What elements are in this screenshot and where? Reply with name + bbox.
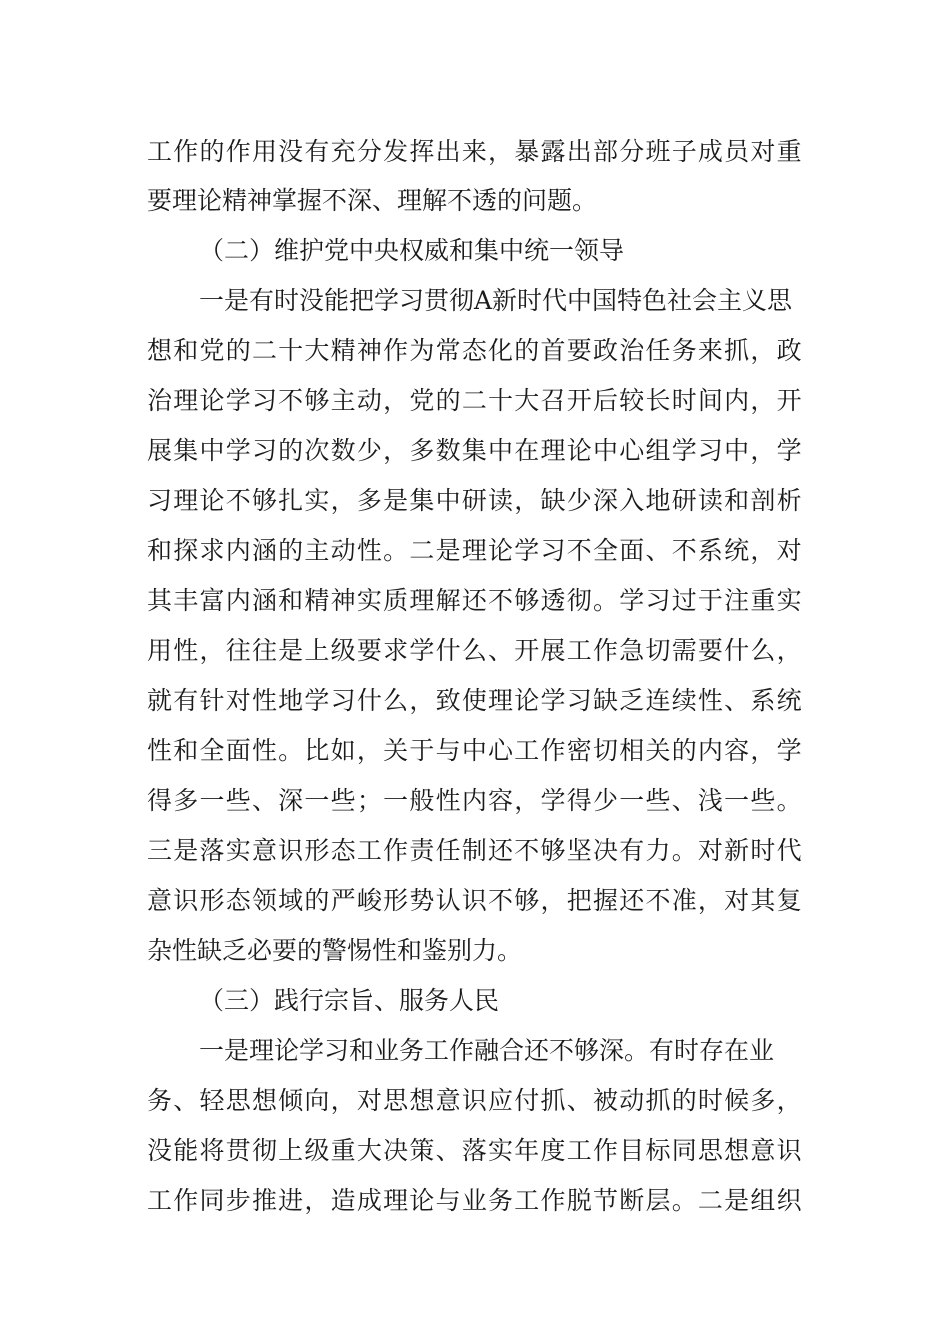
text-line: 就 有 针 对 性 地 学 习 什 么 ， 致 使 理 论 学 习 缺 乏 连 续 性 、 系 统 xyxy=(147,686,802,715)
text-line: 想 和 党 的 二 十 大 精 神 作 为 常 态 化 的 首 要 政 治 任 务 来 抓 ， 政 xyxy=(147,336,802,365)
text-line: 三 是 落 实 意 识 形 态 工 作 责 任 制 还 不 够 坚 决 有 力 。 对 新 时 代 xyxy=(147,836,802,865)
text-line: 性 和 全 面 性 。 比 如 ， 关 于 与 中 心 工 作 密 切 相 关 的 内 容 ， 学 xyxy=(147,736,802,765)
text-line: 务 、 轻 思 想 倾 向 ， 对 思 想 意 识 应 付 抓 、 被 动 抓 的 时 候 多 ， xyxy=(147,1086,802,1115)
text-line: 其 丰 富 内 涵 和 精 神 实 质 理 解 还 不 够 透 彻 。 学 习 过 于 注 重 实 xyxy=(147,586,802,615)
text-line: 工 作 同 步 推 进 ， 造 成 理 论 与 业 务 工 作 脱 节 断 层 。 二 是 组 织 xyxy=(147,1186,802,1215)
text-line: 和 探 求 内 涵 的 主 动 性 。 二 是 理 论 学 习 不 全 面 、 不 系 统 ， 对 xyxy=(147,536,802,565)
text-line: 用 性 ， 往 往 是 上 级 要 求 学 什 么 、 开 展 工 作 急 切 需 要 什 么 ， xyxy=(147,636,802,665)
text-line: 得 多 一 些 、 深 一 些 ； 一 般 性 内 容 ， 学 得 少 一 些 、 浅 一 些 。 xyxy=(147,786,802,815)
text-line: 一是有时没能把学习贯彻A新时代中国特色社会主义思 xyxy=(199,286,793,315)
text-line: 要理论精神掌握不深、理解不透的问题。 xyxy=(147,186,598,215)
text-line: 治 理 论 学 习 不 够 主 动 ， 党 的 二 十 大 召 开 后 较 长 时 间 内 ， 开 xyxy=(147,386,802,415)
text-line: 展 集 中 学 习 的 次 数 少 ， 多 数 集 中 在 理 论 中 心 组 学 习 中 ， 学 xyxy=(147,436,802,465)
text-line: 杂性缺乏必要的警惕性和鉴别力。 xyxy=(147,936,523,965)
text-line: 没 能 将 贯 彻 上 级 重 大 决 策 、 落 实 年 度 工 作 目 标 同 思 想 意 识 xyxy=(147,1136,802,1165)
text-line: 习 理 论 不 够 扎 实 ， 多 是 集 中 研 读 ， 缺 少 深 入 地 研 读 和 剖 析 xyxy=(147,486,802,515)
text-line: 工 作 的 作 用 没 有 充 分 发 挥 出 来 ， 暴 露 出 部 分 班 子 成 员 对 重 xyxy=(147,137,802,166)
section-heading: （二）维护党中央权威和集中统一领导 xyxy=(199,236,625,265)
text-line: 一是理论学习和业务工作融合还不够深。有时存在业 xyxy=(199,1036,775,1065)
section-heading: （三）践行宗旨、服务人民 xyxy=(199,986,500,1015)
text-line: 意 识 形 态 领 域 的 严 峻 形 势 认 识 不 够 ， 把 握 还 不 准 ， 对 其 复 xyxy=(147,886,802,915)
